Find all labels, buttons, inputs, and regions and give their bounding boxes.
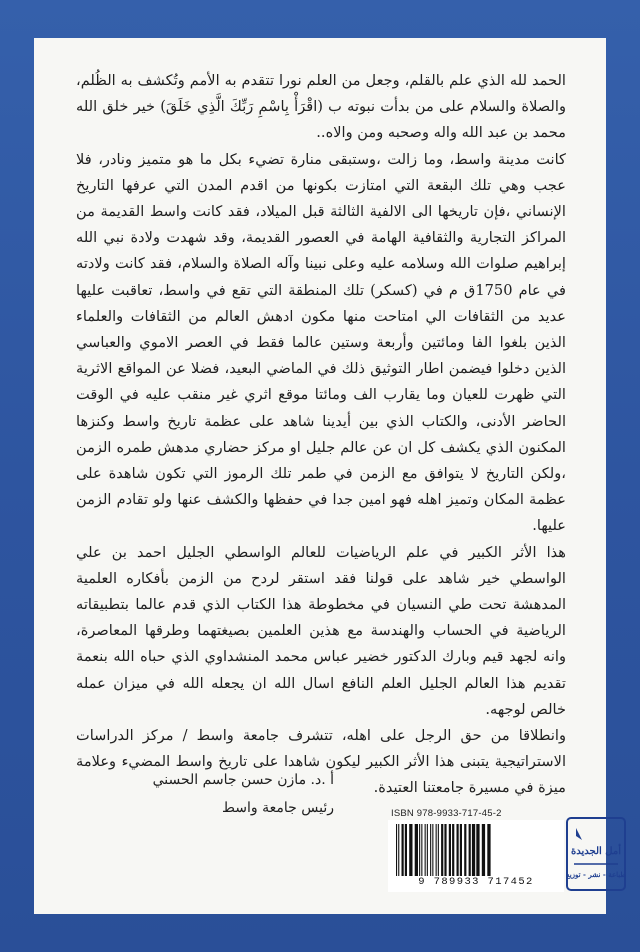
publisher-name: أمل الجديدة [571, 846, 621, 857]
barcode-box [388, 820, 564, 892]
isbn-label: ISBN 978-9933-717-45-2 [391, 808, 502, 819]
barcode-bar [415, 824, 418, 876]
barcode-bar [436, 824, 437, 876]
signature-title: رئيس جامعة واسط [222, 800, 334, 816]
barcode-bar [457, 824, 459, 876]
paragraph-opening: الحمد لله الذي علم بالقلم، وجعل من العلم نورا تتقدم به الأمم وتُكشف به الظُلم، والصلاة والسلام على من بدأت نبوته ب (اقْرَأْ بِاسْمِ رَبِّكَ الَّذِي خَلَقَ) خير خلق الله محمد بن عبد الله واله وصحبه ومن والاه.. [76, 72, 566, 142]
publisher-logo [566, 816, 628, 896]
signature-name: أ .د. مازن حسن جاسم الحسني [152, 772, 334, 788]
barcode-number: 9 789933 717452 [418, 876, 534, 888]
barcode-bar [409, 824, 412, 876]
barcode-bar [402, 824, 404, 876]
barcode [394, 824, 560, 876]
barcode-bar [421, 824, 422, 876]
barcode-bar [464, 824, 466, 876]
blurb-text [76, 68, 566, 802]
paragraph-university: وانطلاقا من حق الرجل على اهله، تتشرف جامعة واسط / مركز الدراسات الاستراتيجية يتبنى هذا الأثر الكبير ليكون شاهدا على تاريخ واسط المضيء وعلامة ميزة في مسيرة جامعتنا العتيدة. [76, 727, 566, 797]
barcode-bar [460, 824, 462, 876]
signature-block [94, 766, 334, 822]
paragraph-mathematics-work: هذا الأثر الكبير في علم الرياضيات للعالم الواسطي الجليل احمد بن علي الواسطي خير شاهد على قولنا فقد استقر لردح من الزمن بأفكاره العلمية المدهشة تحت طي النسيان في مخطوطة هذا الكتاب الذي قدم عالما بتطبيقاته الرياضية في الحساب والهندسة مع هذين العلمين بصيغتهما وطرقها المعاصرة، وانه لجهد قيم وبارك الدكتور خضير عباس محمد المنشداوي الذي حباه الله بنعمة تقديم هذا العالم الجليل العلم النافع اسال الله ان يجعله الله في ميزان عمله خالص لوجهه. [76, 543, 566, 718]
paragraph-wasit-history: كانت مدينة واسط، وما زالت ،وستبقى منارة تضيء بكل ما هو متميز ونادر، فلا عجب وهي تلك البقعة التي امتازت بكونها من اقدم المدن التي عرفها التاريخ الإنساني ،فإن تاريخها الى الالفية الثالثة قبل الميلاد، فقد كانت واسط القديمة من المراكز التجارية والثقافية الهامة في العصور القديمة، وقد شهدت ولادة نبي الله إبراهيم صلوات الله وسلامه عليه وعلى نبينا وآله الصلاة والسلام، فقد كانت ولادته في عام 1750ق م في (كسكر) تلك المنطقة التي تقع في واسط، تعاقبت عليها عديد من الثقافات الي امتاحت منها مكون ادهش العالم من الثقافات والعلماء الذين بلغوا الفا ومائتين وأربعة وستين عالما فقط في العصر الاموي والعباسي الذين دخلوا فيضمن اطار التوثيق ذلك في الماضي البعيد، فضلا عن المواقع الاثرية التي ظهرت للعيان وما يقارب الف ومائتا موقع اثري غير منقب عليه في الوقت الحاضر الأدنى، والكتاب الذي بين أيدينا شاهد على عظمة تاريخ واسط وكنزها المكنون الذي يكشف كل ان عن عالم جليل او مركز حضاري مدهش طمره الزمن ،ولكن التاريخ لا يتوافق مع الزمن في طمر تلك الرموز التي تكون شاهدة على عظمة المكان وتميز اهله فهو امين جدا في حفظها والكشف عنها ولو تقادم الزمن عليها. [76, 150, 566, 535]
barcode-bar [472, 824, 475, 876]
barcode-bar [430, 824, 431, 876]
barcode-bar [476, 824, 479, 876]
barcode-bar [396, 824, 397, 876]
barcode-bar [444, 824, 446, 876]
barcode-bar [441, 824, 443, 876]
barcode-bar [419, 824, 420, 876]
barcode-bar [452, 824, 454, 876]
barcode-bar [449, 824, 451, 876]
barcode-bar [487, 824, 490, 876]
barcode-bar [482, 824, 485, 876]
barcode-bar [405, 824, 407, 876]
barcode-bar [398, 824, 399, 876]
barcode-bar [427, 824, 428, 876]
publisher-tagline: طباعة - نشر - توزيع [566, 870, 626, 879]
barcode-bar [438, 824, 439, 876]
barcode-bar [425, 824, 426, 876]
text-panel [34, 38, 626, 914]
barcode-bar [469, 824, 471, 876]
barcode-bar [432, 824, 433, 876]
